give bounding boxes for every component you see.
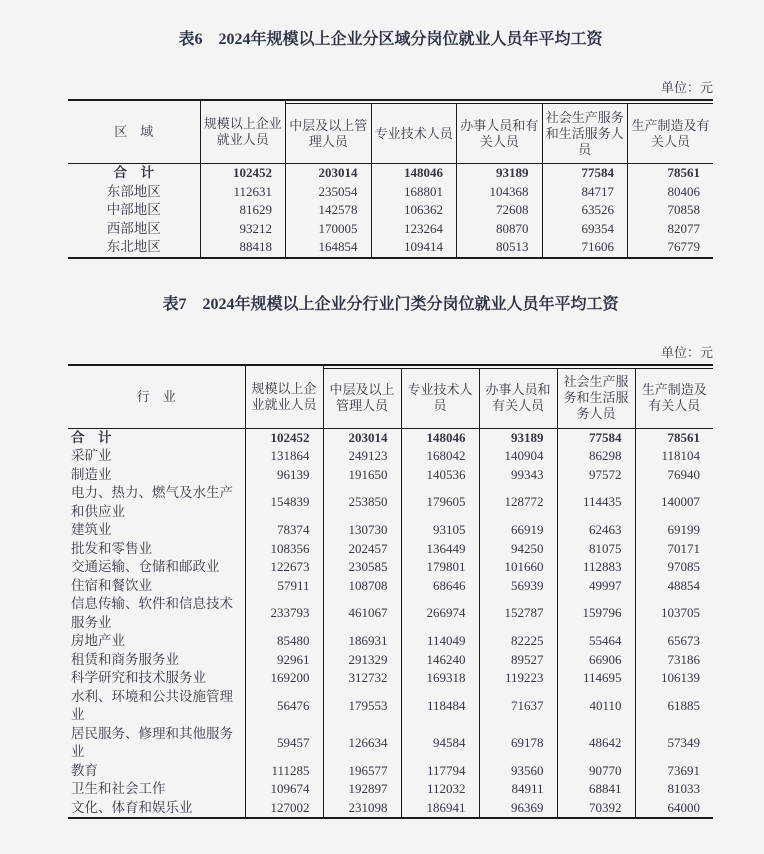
cell-value: 102452 bbox=[200, 164, 286, 183]
row-label: 东部地区 bbox=[68, 183, 200, 202]
row-label: 居民服务、修理和其他服务业 bbox=[68, 725, 245, 762]
cell-value: 168042 bbox=[401, 447, 479, 466]
table-row bbox=[68, 595, 713, 632]
cell-value: 231098 bbox=[323, 799, 401, 819]
cell-value: 192897 bbox=[323, 780, 401, 799]
cell-value: 112631 bbox=[200, 183, 286, 202]
cell-value: 78374 bbox=[245, 521, 323, 540]
table7-title: 表7 2024年规模以上企业分行业门类分岗位就业人员年平均工资 bbox=[162, 295, 619, 313]
cell-value: 56939 bbox=[479, 577, 557, 596]
cell-value: 179553 bbox=[323, 688, 401, 725]
cell-value: 128772 bbox=[479, 484, 557, 521]
table-row bbox=[68, 428, 713, 447]
table7-unit-label: 单位：元 bbox=[660, 344, 713, 360]
cell-value: 101660 bbox=[479, 558, 557, 577]
cell-value: 78561 bbox=[667, 165, 700, 180]
cell-value: 40110 bbox=[557, 688, 635, 725]
cell-value: 461067 bbox=[323, 595, 401, 632]
cell-value: 93189 bbox=[479, 428, 557, 447]
table6-col-header-all-employees: 规模以上企业就业人员 bbox=[200, 100, 286, 164]
row-label: 文化、体育和娱乐业 bbox=[68, 799, 245, 819]
cell-value: 81075 bbox=[557, 540, 635, 559]
cell-value: 49997 bbox=[557, 577, 635, 596]
cell-value: 109674 bbox=[245, 780, 323, 799]
cell-value: 159796 bbox=[557, 595, 635, 632]
cell-value: 70392 bbox=[557, 799, 635, 819]
cell-value: 131864 bbox=[245, 447, 323, 466]
cell-value: 94584 bbox=[401, 725, 479, 762]
row-label: 建筑业 bbox=[68, 521, 245, 540]
cell-value: 70171 bbox=[667, 540, 700, 556]
cell-value: 68841 bbox=[557, 780, 635, 799]
row-label: 租赁和商务服务业 bbox=[68, 651, 245, 670]
row-label: 制造业 bbox=[68, 466, 245, 485]
row-label: 电力、热力、燃气及水生产和供应业 bbox=[68, 484, 245, 521]
cell-value: 70858 bbox=[667, 202, 700, 217]
table-row bbox=[68, 540, 713, 559]
cell-value: 61885 bbox=[667, 697, 700, 713]
cell-value: 77584 bbox=[557, 428, 635, 447]
cell-value: 96139 bbox=[245, 466, 323, 485]
table6-col-header-managers: 中层及以上管理人员 bbox=[286, 104, 372, 164]
table6-header bbox=[68, 100, 713, 164]
cell-value: 112032 bbox=[401, 780, 479, 799]
cell-value: 127002 bbox=[245, 799, 323, 819]
cell-value: 203014 bbox=[323, 428, 401, 447]
table-row bbox=[68, 238, 713, 258]
cell-value: 130730 bbox=[323, 521, 401, 540]
table7-body bbox=[68, 428, 713, 818]
cell-value: 106362 bbox=[371, 201, 457, 220]
cell-value: 170005 bbox=[286, 220, 372, 239]
table-row bbox=[68, 558, 713, 577]
cell-value: 109414 bbox=[371, 238, 457, 258]
cell-value: 146240 bbox=[401, 651, 479, 670]
cell-value: 69178 bbox=[479, 725, 557, 762]
table6-region-wage-table bbox=[68, 99, 713, 259]
table6-col-header-service: 社会生产服务和生活服务人员 bbox=[542, 104, 628, 164]
cell-value: 66906 bbox=[557, 651, 635, 670]
cell-value: 114695 bbox=[557, 669, 635, 688]
table6-unit-label: 单位：元 bbox=[660, 80, 713, 95]
cell-value: 108708 bbox=[323, 577, 401, 596]
cell-value: 73186 bbox=[667, 651, 700, 667]
table7-col-header-managers: 中层及以上管理人员 bbox=[323, 368, 401, 428]
table-row bbox=[68, 466, 713, 485]
cell-value: 186941 bbox=[401, 799, 479, 819]
cell-value: 152787 bbox=[479, 595, 557, 632]
cell-value: 48642 bbox=[557, 725, 635, 762]
table6-col-header-technical: 专业技术人员 bbox=[371, 104, 457, 164]
cell-value: 76940 bbox=[667, 466, 700, 482]
cell-value: 72608 bbox=[457, 201, 543, 220]
cell-value: 123264 bbox=[371, 220, 457, 239]
row-label: 卫生和社会工作 bbox=[68, 780, 245, 799]
cell-value: 169318 bbox=[401, 669, 479, 688]
table-row bbox=[68, 651, 713, 670]
cell-value: 102452 bbox=[245, 428, 323, 447]
table7-col-header-all-employees: 规模以上企业就业人员 bbox=[245, 365, 323, 429]
cell-value: 154839 bbox=[245, 484, 323, 521]
cell-value: 93105 bbox=[401, 521, 479, 540]
cell-value: 235054 bbox=[286, 183, 372, 202]
cell-value: 191650 bbox=[323, 466, 401, 485]
table-row bbox=[68, 577, 713, 596]
cell-value: 148046 bbox=[371, 164, 457, 183]
row-label: 合 计 bbox=[68, 428, 245, 447]
cell-value: 57349 bbox=[667, 734, 700, 750]
cell-value: 69199 bbox=[667, 522, 700, 537]
cell-value: 77584 bbox=[542, 164, 628, 183]
cell-value: 203014 bbox=[286, 164, 372, 183]
cell-value: 86298 bbox=[557, 447, 635, 466]
table6-body bbox=[68, 164, 713, 258]
cell-value: 71606 bbox=[542, 238, 628, 258]
cell-value: 233793 bbox=[245, 595, 323, 632]
row-label: 水利、环境和公共设施管理业 bbox=[68, 688, 245, 725]
cell-value: 117794 bbox=[401, 762, 479, 781]
row-label: 住宿和餐饮业 bbox=[68, 577, 245, 596]
cell-value: 65673 bbox=[667, 633, 700, 648]
row-label: 西部地区 bbox=[68, 220, 200, 239]
cell-value: 266974 bbox=[401, 595, 479, 632]
cell-value: 68646 bbox=[401, 577, 479, 596]
cell-value: 249123 bbox=[323, 447, 401, 466]
table7-col-header-service: 社会生产服务和生活服务人员 bbox=[557, 368, 635, 428]
cell-value: 142578 bbox=[286, 201, 372, 220]
cell-value: 92961 bbox=[245, 651, 323, 670]
table6-title: 表6 2024年规模以上企业分区域分岗位就业人员年平均工资 bbox=[178, 31, 603, 48]
cell-value: 108356 bbox=[245, 540, 323, 559]
cell-value: 291329 bbox=[323, 651, 401, 670]
table7-col-header-production: 生产制造及有关人员 bbox=[635, 368, 713, 428]
row-label: 信息传输、软件和信息技术服务业 bbox=[68, 595, 245, 632]
cell-value: 122673 bbox=[245, 558, 323, 577]
cell-value: 93212 bbox=[200, 220, 286, 239]
cell-value: 81033 bbox=[667, 781, 700, 796]
cell-value: 85480 bbox=[245, 632, 323, 651]
row-label: 交通运输、仓储和邮政业 bbox=[68, 558, 245, 577]
row-label: 东北地区 bbox=[68, 238, 200, 258]
cell-value: 99343 bbox=[479, 466, 557, 485]
cell-value: 48854 bbox=[667, 577, 700, 593]
table-row bbox=[68, 762, 713, 781]
cell-value: 312732 bbox=[323, 669, 401, 688]
cell-value: 230585 bbox=[323, 558, 401, 577]
cell-value: 118484 bbox=[401, 688, 479, 725]
cell-value: 97572 bbox=[557, 466, 635, 485]
cell-value: 126634 bbox=[323, 725, 401, 762]
cell-value: 71637 bbox=[479, 688, 557, 725]
cell-value: 84717 bbox=[542, 183, 628, 202]
row-label: 中部地区 bbox=[68, 201, 200, 220]
cell-value: 103705 bbox=[661, 605, 700, 621]
cell-value: 62463 bbox=[557, 521, 635, 540]
table-row bbox=[68, 799, 713, 819]
row-label: 批发和零售业 bbox=[68, 540, 245, 559]
cell-value: 169200 bbox=[245, 669, 323, 688]
cell-value: 80406 bbox=[667, 183, 700, 199]
row-label: 科学研究和技术服务业 bbox=[68, 669, 245, 688]
table6-col-header-clerical: 办事人员和有关人员 bbox=[457, 104, 543, 164]
table6-col-header-production: 生产制造及有关人员 bbox=[628, 104, 714, 164]
cell-value: 55464 bbox=[557, 632, 635, 651]
cell-value: 57911 bbox=[245, 577, 323, 596]
table-row bbox=[68, 164, 713, 183]
cell-value: 140536 bbox=[401, 466, 479, 485]
cell-value: 82225 bbox=[479, 632, 557, 651]
cell-value: 119223 bbox=[479, 669, 557, 688]
table-row bbox=[68, 201, 713, 220]
cell-value: 89527 bbox=[479, 651, 557, 670]
cell-value: 253850 bbox=[323, 484, 401, 521]
table7-header bbox=[68, 365, 713, 429]
table-row bbox=[68, 521, 713, 540]
table7-row-header-industry: 行 业 bbox=[68, 365, 245, 429]
cell-value: 80513 bbox=[457, 238, 543, 258]
cell-value: 168801 bbox=[371, 183, 457, 202]
cell-value: 88418 bbox=[200, 238, 286, 258]
cell-value: 93189 bbox=[457, 164, 543, 183]
table6-row-header-region: 区 域 bbox=[68, 100, 200, 164]
cell-value: 73691 bbox=[667, 762, 700, 778]
cell-value: 179605 bbox=[401, 484, 479, 521]
table-row bbox=[68, 183, 713, 202]
cell-value: 140904 bbox=[479, 447, 557, 466]
cell-value: 136449 bbox=[401, 540, 479, 559]
cell-value: 56476 bbox=[245, 688, 323, 725]
table-row bbox=[68, 484, 713, 521]
table-row bbox=[68, 447, 713, 466]
cell-value: 66919 bbox=[479, 521, 557, 540]
table7-col-header-clerical: 办事人员和有关人员 bbox=[479, 368, 557, 428]
table7-industry-wage-table bbox=[68, 364, 713, 820]
cell-value: 118104 bbox=[661, 448, 700, 463]
cell-value: 186931 bbox=[323, 632, 401, 651]
cell-value: 90770 bbox=[557, 762, 635, 781]
cell-value: 179801 bbox=[401, 558, 479, 577]
cell-value: 76779 bbox=[667, 239, 700, 254]
cell-value: 94250 bbox=[479, 540, 557, 559]
table-row bbox=[68, 669, 713, 688]
row-label: 房地产业 bbox=[68, 632, 245, 651]
row-label: 合 计 bbox=[68, 164, 200, 183]
cell-value: 63526 bbox=[542, 201, 628, 220]
table-row bbox=[68, 632, 713, 651]
cell-value: 96369 bbox=[479, 799, 557, 819]
cell-value: 114435 bbox=[557, 484, 635, 521]
cell-value: 202457 bbox=[323, 540, 401, 559]
cell-value: 59457 bbox=[245, 725, 323, 762]
cell-value: 104368 bbox=[457, 183, 543, 202]
cell-value: 82077 bbox=[667, 220, 700, 236]
cell-value: 80870 bbox=[457, 220, 543, 239]
table7-col-header-technical: 专业技术人员 bbox=[401, 368, 479, 428]
cell-value: 64000 bbox=[667, 799, 700, 815]
table-row bbox=[68, 725, 713, 762]
cell-value: 97085 bbox=[667, 559, 700, 574]
row-label: 采矿业 bbox=[68, 447, 245, 466]
table-row bbox=[68, 220, 713, 239]
cell-value: 93560 bbox=[479, 762, 557, 781]
cell-value: 81629 bbox=[200, 201, 286, 220]
cell-value: 106139 bbox=[661, 670, 700, 685]
cell-value: 84911 bbox=[479, 780, 557, 799]
cell-value: 140007 bbox=[661, 494, 700, 510]
cell-value: 69354 bbox=[542, 220, 628, 239]
table-row bbox=[68, 688, 713, 725]
table-row bbox=[68, 780, 713, 799]
cell-value: 114049 bbox=[401, 632, 479, 651]
cell-value: 164854 bbox=[286, 238, 372, 258]
cell-value: 111285 bbox=[245, 762, 323, 781]
cell-value: 78561 bbox=[667, 429, 700, 445]
cell-value: 112883 bbox=[557, 558, 635, 577]
cell-value: 148046 bbox=[401, 428, 479, 447]
row-label: 教育 bbox=[68, 762, 245, 781]
cell-value: 196577 bbox=[323, 762, 401, 781]
